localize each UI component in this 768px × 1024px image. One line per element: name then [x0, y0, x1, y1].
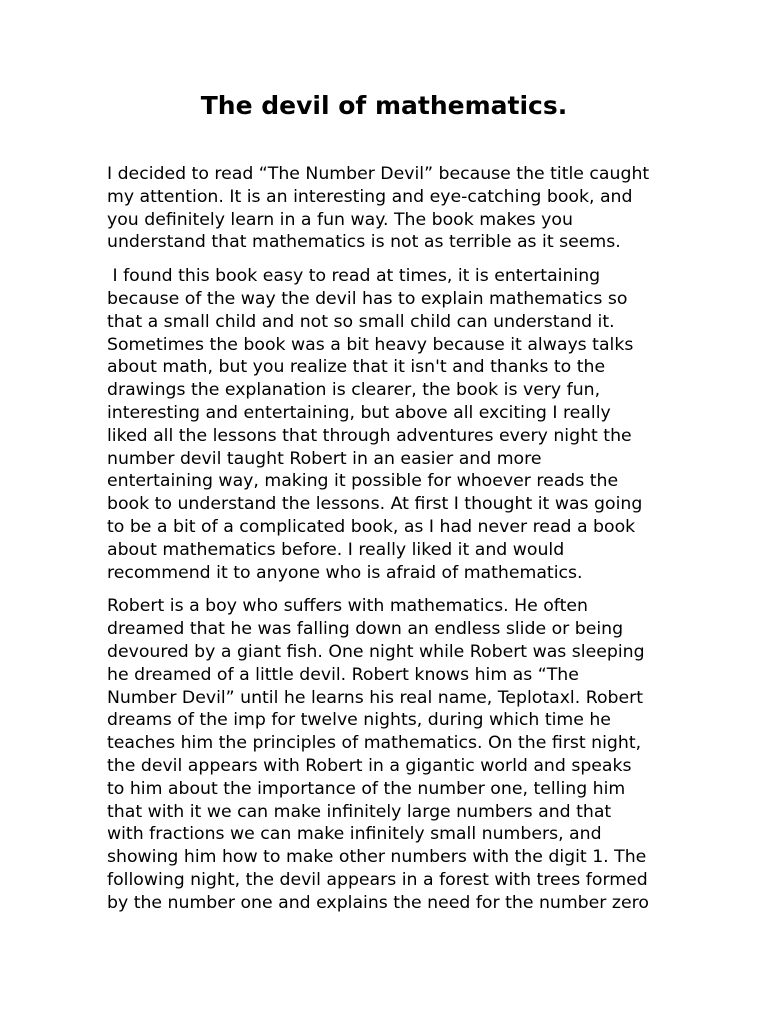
document-title: The devil of mathematics.	[200, 91, 568, 120]
paragraph-3: Robert is a boy who suffers with mathematics. He often dreamed that he was falling down an endless slide or being devoured by a giant fish. One night while Robert was sleeping he dreamed of a little devil. Robert knows him as “The Number Devil” until he learns his real name, Teplotaxl. Robert dreams of the imp for twelve nights, during which time he teaches him the principles of mathematics. On the first night, the devil appears with Robert in a gigantic world and speaks to him about the importance of the number one, telling him that with it we can make infinitely large numbers and that with fractions we can make infinitely small numbers, and showing him how to make other numbers with the digit 1. The following night, the devil appears in a forest with trees formed by the number one and explains the need for the number zero	[107, 596, 649, 913]
paragraph-2: I found this book easy to read at times, it is entertaining because of the way the devil has to explain mathematics so that a small child and not so small child can understand it. Sometimes the book was a bit heavy because it always talks about math, but you realize that it isn't and thanks to the drawings the explanation is clearer, the book is very fun, interesting and entertaining, but above all exciting I really liked all the lessons that through adventures every night the number devil taught Robert in an easier and more entertaining way, making it possible for whoever reads the book to understand the lessons. At first I thought it was going to be a bit of a complicated book, as I had never read a book about mathematics before. I really liked it and would recommend it to anyone who is afraid of mathematics.	[107, 266, 643, 583]
paragraph-1: I decided to read “The Number Devil” because the title caught my attention. It is an interesting and eye-catching book, and you definitely learn in a fun way. The book makes you understand that mathematics is not as terrible as it seems.	[107, 164, 650, 253]
document-body	[107, 163, 677, 926]
